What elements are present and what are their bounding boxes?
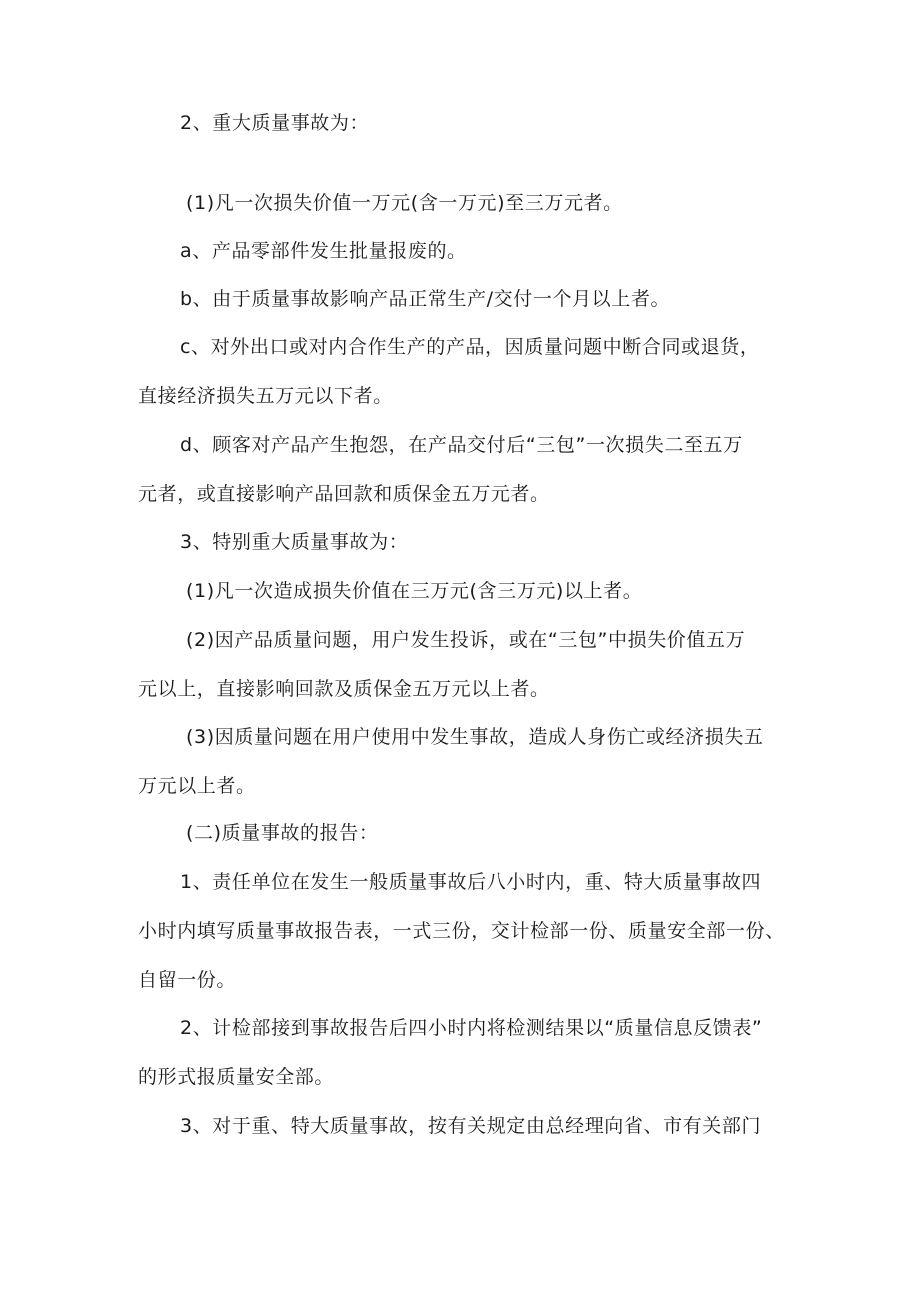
paragraph-line: 3、对于重、特大质量事故，按有关规定由总经理向省、市有关部门 [180,1115,762,1137]
paragraph-line: (1)凡一次损失价值一万元(含一万元)至三万元者。 [186,192,623,214]
paragraph-line: 的形式报质量安全部。 [138,1066,335,1088]
paragraph-line: (1)凡一次造成损失价值在三万元(含三万元)以上者。 [186,580,643,602]
paragraph-line: 元者，或直接影响产品回款和质保金五万元者。 [138,483,550,505]
heading-special-accident: 3、特别重大质量事故为： [180,531,409,553]
paragraph-line: 元以上，直接影响回款及质保金五万元以上者。 [138,678,550,700]
heading-major-accident: 2、重大质量事故为： [180,112,370,134]
paragraph-line: (3)因质量问题在用户使用中发生事故，造成人身伤亡或经济损失五 [186,726,764,748]
paragraph-line: 2、计检部接到事故报告后四小时内将检测结果以“质量信息反馈表” [180,1017,763,1039]
paragraph-line: b、由于质量事故影响产品正常生产/交付一个月以上者。 [180,288,671,310]
paragraph-line: 小时内填写质量事故报告表，一式三份，交计检部一份、质量安全部一份、 [138,920,785,942]
paragraph-line: 自留一份。 [138,969,237,991]
paragraph-line: a、产品零部件发生批量报废的。 [180,240,467,262]
paragraph-line: c、对外出口或对内合作生产的产品，因质量问题中断合同或退货， [180,336,760,358]
paragraph-line: d、顾客对产品产生抱怨，在产品交付后“三包”一次损失二至五万 [180,434,743,456]
paragraph-line: 1、责任单位在发生一般质量事故后八小时内，重、特大质量事故四 [180,871,762,893]
paragraph-line: 万元以上者。 [138,775,256,797]
heading-accident-report: (二)质量事故的报告： [186,822,379,844]
paragraph-line: (2)因产品质量问题，用户发生投诉，或在“三包”中损失价值五万 [186,629,746,651]
paragraph-line: 直接经济损失五万元以下者。 [138,385,393,407]
